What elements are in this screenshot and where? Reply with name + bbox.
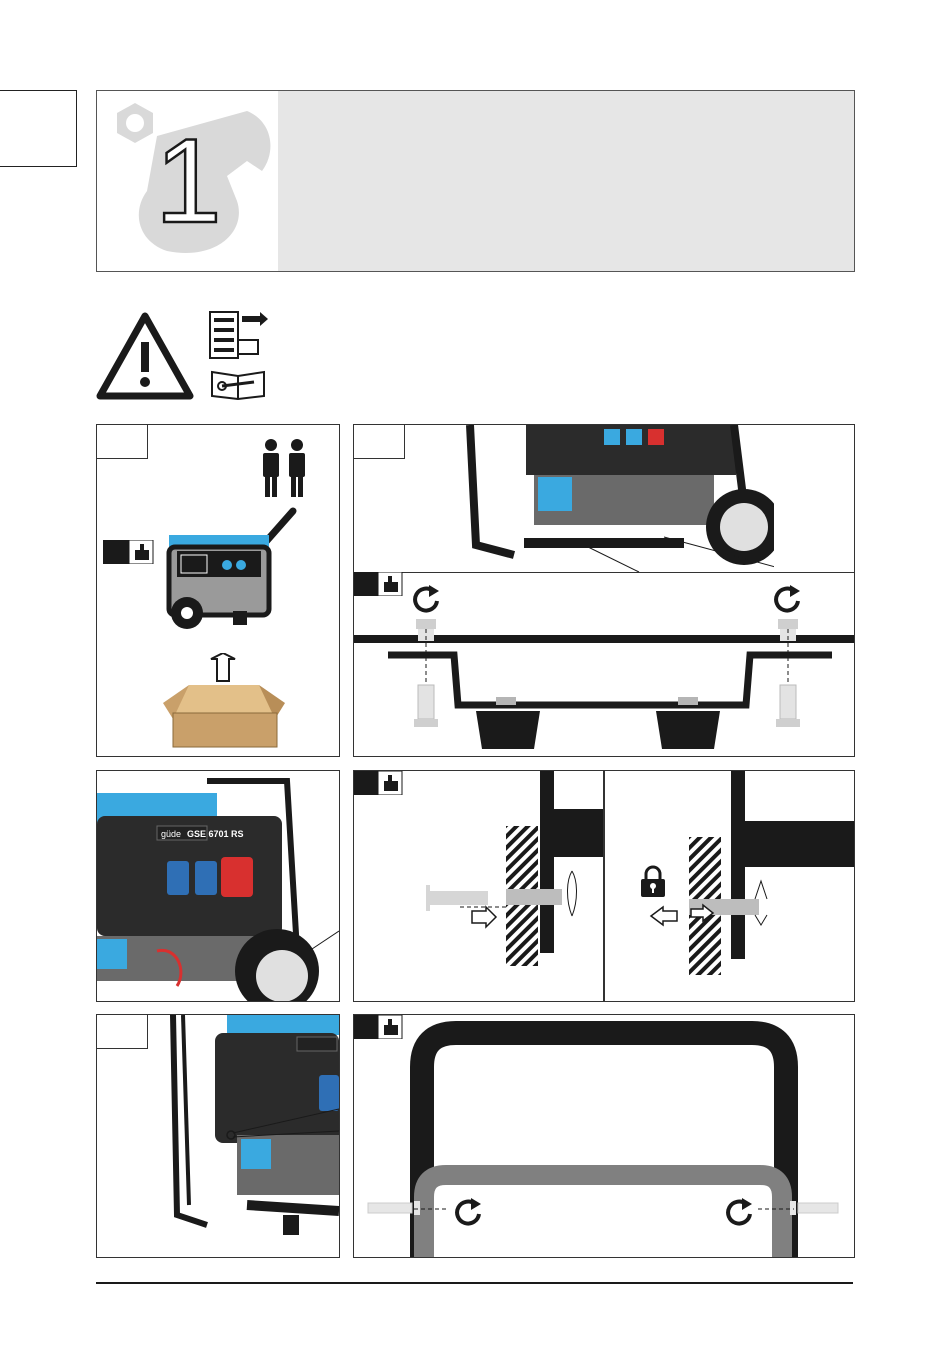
panel-handle-mounting (353, 1014, 855, 1258)
generator-closeup-photo (97, 771, 339, 1001)
two-persons-icon (257, 437, 313, 499)
header-emblem-area (97, 91, 278, 271)
read-manual-icon (208, 366, 268, 400)
handle-bolt-diagram (354, 1015, 854, 1257)
panel-unpacking (96, 424, 340, 757)
rotate-clockwise-icon (772, 583, 802, 613)
axle-pin-diagram (354, 771, 603, 1001)
panel-axle-pin-insert (353, 770, 604, 1002)
feet-bolt-diagram (354, 615, 854, 756)
rotate-clockwise-icon (453, 1196, 483, 1226)
panel-axle-pin-locked (604, 770, 855, 1002)
step-label-box (354, 425, 405, 459)
footer-rule (96, 1282, 853, 1284)
accessory-box-icon (354, 572, 404, 596)
model-badge: GSE 6701 RS (187, 829, 244, 839)
warning-triangle-icon (96, 312, 196, 400)
panel-handle-location (96, 1014, 340, 1258)
generator-side-photo (97, 1015, 339, 1257)
panel-feet-mounting (353, 424, 855, 757)
rotate-clockwise-icon (724, 1196, 754, 1226)
chapter-number: 1 (155, 114, 222, 248)
generator-illustration (163, 505, 303, 635)
carton-box-illustration (159, 653, 289, 749)
panel-wheel-closeup (96, 770, 340, 1002)
generator-photo (454, 425, 774, 575)
side-tab (0, 90, 77, 167)
accessory-box-icon (103, 540, 155, 564)
padlock-icon (639, 865, 667, 899)
rotate-clockwise-icon (411, 583, 441, 613)
step-label-box (97, 425, 148, 459)
disconnect-plug-icon (208, 310, 270, 360)
chapter-header (96, 90, 855, 272)
brand-badge: güde (161, 829, 182, 839)
